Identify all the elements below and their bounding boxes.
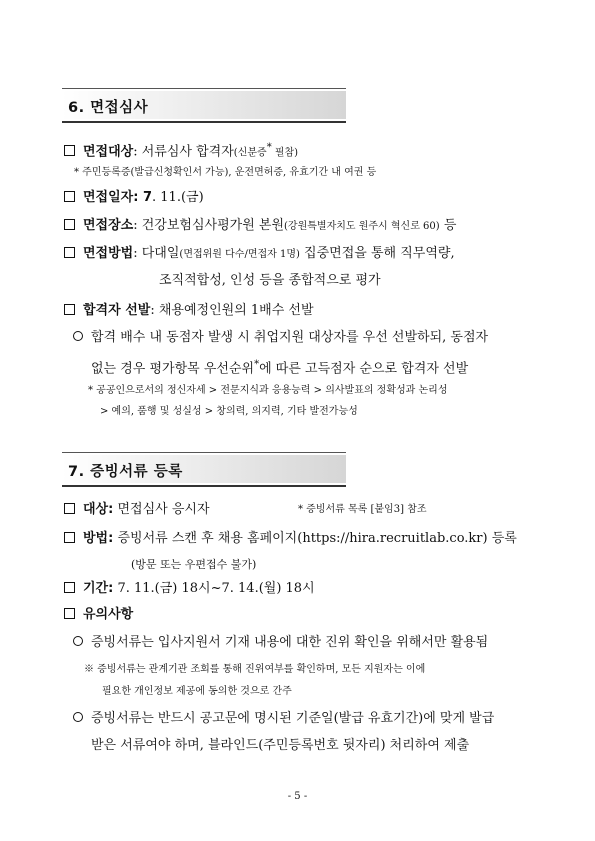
section-6-title: 6. 면접심사 (68, 100, 149, 116)
caution-item-2-line2: 받은 서류여야 하며, 블라인드(주민등록번호 뒷자리) 처리하여 제출 (91, 738, 470, 753)
docs-period-row: 기간: 7. 11.(금) 18시~7. 14.(월) 18시 (64, 580, 545, 598)
docs-target-note: * 증빙서류 목록 [붙임3] 참조 (298, 504, 427, 515)
bullet-circle-icon (73, 331, 83, 341)
bullet-circle-icon (73, 636, 83, 646)
checkbox-square-icon (64, 503, 75, 514)
docs-method-row: 방법: 증빙서류 스캔 후 채용 홈페이지(https://hira.recruitlab.co.kr) 등록 (64, 530, 545, 548)
section-7-header (62, 452, 346, 486)
tie-rule-line2: 없는 경우 평가항목 우선순위*에 따른 고득점자 순으로 합격자 선발 (91, 359, 469, 377)
caution-item-1: 증빙서류는 입사지원서 기재 내용에 대한 진위 확인을 위해서만 활용됨 (73, 634, 545, 652)
interview-date-row: 면접일자: 7. 11.(금) (64, 189, 545, 207)
tie-rule-line1: 합격 배수 내 동점자 발생 시 취업지원 대상자를 우선 선발하되, 동점자 (73, 329, 545, 347)
priority-note-line1: * 공공인으로서의 정신자세 > 전문지식과 응용능력 > 의사발표의 정확성과 논리성 (88, 385, 448, 396)
page-number: - 5 - (287, 791, 308, 802)
checkbox-square-icon (64, 608, 75, 619)
priority-note-line2: > 예의, 품행 및 성실성 > 창의력, 의지력, 기타 발전가능성 (100, 406, 358, 417)
bullet-circle-icon (73, 712, 83, 722)
section-7-title: 7. 증빙서류 등록 (68, 464, 183, 480)
interview-target-row: 면접대상: 서류심사 합격자(신분증* 필참) (64, 139, 545, 162)
section-6-header (62, 88, 346, 122)
docs-target-row: 대상: 면접심사 응시자 (64, 501, 545, 519)
caution-note-line2: 필요한 개인정보 제공에 동의한 것으로 간주 (102, 686, 292, 697)
selection-row: 합격자 선발: 채용예정인원의 1배수 선발 (64, 302, 545, 320)
caution-note-line1: ※ 증빙서류는 관계기관 조회를 통해 진위여부를 확인하며, 모든 지원자는 이에 (84, 664, 426, 675)
checkbox-square-icon (64, 191, 75, 202)
checkbox-square-icon (64, 219, 75, 230)
interview-method-line2: 조직적합성, 인성 등을 종합적으로 평가 (159, 273, 381, 288)
docs-method-line2: (방문 또는 우편접수 불가) (131, 558, 257, 571)
checkbox-square-icon (64, 247, 75, 258)
checkbox-square-icon (64, 582, 75, 593)
checkbox-square-icon (64, 532, 75, 543)
interview-place-row: 면접장소: 건강보험심사평가원 본원(강원특별자치도 원주시 혁신로 60) 등 (64, 217, 545, 236)
interview-method-row: 면접방법: 다대일(면접위원 다수/면접자 1명) 집중면접을 통해 직무역량, (64, 245, 545, 264)
caution-row: 유의사항 (64, 606, 545, 624)
checkbox-square-icon (64, 145, 75, 156)
checkbox-square-icon (64, 304, 75, 315)
id-note: * 주민등록증(발급신청확인서 가능), 운전면허증, 유효기간 내 여권 등 (74, 167, 377, 178)
caution-item-2-line1: 증빙서류는 반드시 공고문에 명시된 기준일(발급 유효기간)에 맞게 발급 (73, 710, 545, 728)
